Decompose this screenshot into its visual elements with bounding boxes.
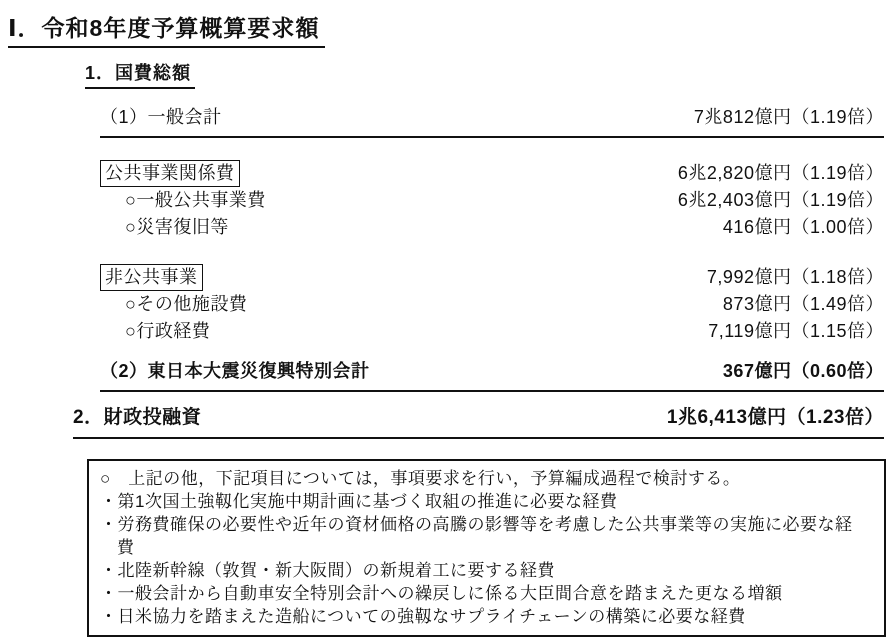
reconstruction-account-label: （2）東日本大震災復興特別会計 <box>100 361 370 381</box>
disaster-recovery-label: ○災害復旧等 <box>125 217 229 237</box>
budget-row-general-account <box>100 103 884 138</box>
budget-row-administrative-expenses <box>100 318 884 345</box>
filp-value: 1兆6,413億円（1.23倍） <box>666 407 884 428</box>
budget-row-public-works <box>100 160 884 187</box>
filp-heading: 2．財政投融資 <box>73 407 202 428</box>
page-title: Ⅰ．令和8年度予算概算要求額 <box>8 10 325 48</box>
budget-row-disaster-recovery <box>100 214 884 241</box>
reconstruction-account-value: 367億円（0.60倍） <box>722 361 884 381</box>
administrative-expenses-label: ○行政経費 <box>125 321 211 341</box>
general-account-value: 7兆812億円（1.19倍） <box>693 107 884 127</box>
budget-row-general-public-works <box>100 187 884 214</box>
general-account-label: （1）一般会計 <box>100 107 222 127</box>
budget-row-filp <box>73 402 884 439</box>
administrative-expenses-value: 7,119億円（1.15倍） <box>708 321 884 341</box>
note-box-header: ○ 上記の他，下記項目については，事項要求を行い，予算編成過程で検討する。 <box>100 469 741 488</box>
budget-row-reconstruction-account <box>100 357 884 392</box>
section-national-expenditure-heading-row <box>85 59 894 89</box>
non-public-works-value: 7,992億円（1.18倍） <box>706 267 884 287</box>
section-heading-national-expenditure: 1．国費総額 <box>85 59 195 89</box>
public-works-boxed-label: 公共事業関係費 <box>100 160 240 187</box>
other-facilities-label: ○その他施設費 <box>125 294 248 314</box>
general-public-works-label: ○一般公共事業費 <box>125 190 266 210</box>
note-item-kyoujinka-plan: ・第1次国土強靱化実施中期計画に基づく取組の推進に必要な経費 <box>100 492 618 511</box>
note-item-hokuriku-shinkansen: ・北陸新幹線（敦賀・新大阪間）の新規着工に要する経費 <box>100 561 555 580</box>
other-facilities-value: 873億円（1.49倍） <box>722 294 884 314</box>
note-box <box>87 459 886 637</box>
budget-row-other-facilities <box>100 291 884 318</box>
note-item-labor-material-costs: ・労務費確保の必要性や近年の資材価格の高騰の影響等を考慮した公共事業等の実施に必要な経費 <box>100 515 853 557</box>
disaster-recovery-value: 416億円（1.00倍） <box>722 217 884 237</box>
page-title-row <box>0 0 894 48</box>
non-public-works-group <box>100 264 884 345</box>
public-works-value: 6兆2,820億円（1.19倍） <box>677 163 884 183</box>
public-works-group <box>100 160 884 241</box>
note-item-shipbuilding-supply-chain: ・日米協力を踏まえた造船についての強靱なサプライチェーンの構築に必要な経費 <box>100 607 746 626</box>
general-public-works-value: 6兆2,403億円（1.19倍） <box>677 190 884 210</box>
non-public-works-boxed-label: 非公共事業 <box>100 264 203 291</box>
note-item-automobile-safety-account: ・一般会計から自動車安全特別会計への繰戻しに係る大臣間合意を踏まえた更なる増額 <box>100 584 783 603</box>
budget-row-non-public-works <box>100 264 884 291</box>
